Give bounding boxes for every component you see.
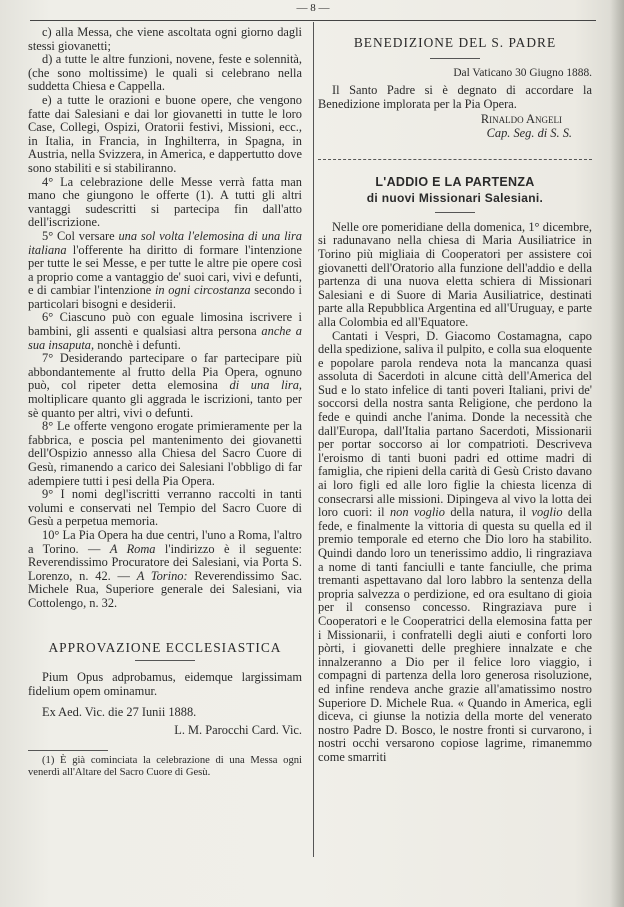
farewell-paragraph-2: Cantati i Vespri, D. Giacomo Costamagna, capo della spedizione, saliva il pulpito, e colla sua eloquente e popolare parola rendeva nota la mancanza quasi assoluta di Sacerdoti in alcune città dell'America del Sud e lo stato infelice di tanti poveri Italiani, privi de' soccorsi della nostra santa Religione, che perdono la fede e quindi anche l'anima. Donde la necessità che dall'Europa, dall'Italia partano Sacerdoti, Missionarii per portar soccorso ai lor compatrioti. Descriveva l'eroismo di tanti buoni padri ed ottime madri di famiglia, che ripieni della carità di Gesù Cristo davano ai loro figli ed alle loro figlie la chiesta licenza di consecrarsi alle missioni. Dipingeva al vivo la lotta dei loro cuori: il non voglio della natura, il voglio della fede, e finalmente la vittoria di questa su quella ed il premio temporale ed eterno che Dio loro ha stabilito. Quindi dando loro un tenerissimo addio, li ringraziava a nome di tanti fanciulli e tante fanciulle, che prima tremanti aspettavano dal loro labbro la sentenza della propria salvezza o perdizione, ed ora esultano di gioia per il consenso concesso. Ringraziava pure i Cooperatori e le Cooperatrici della elemosina fatta per i Missionarii, i confratelli degli aiuti e conforti loro pòrti, i giovanetti delle preghiere innalzate e che innalzeranno a Dio per il felice loro viaggio, i compagni di partenza della loro generosa risoluzione, ed infine rendeva anche grazie all'amatissimo nostro Superiore D. Michele Rua. « Quando in America, egli diceva, ci giunse la notizia della morte del venerato nostro Padre D. Bosco, le nostre fronti si curvarono, i nostri occhi versarono copiose lagrime, rimanemmo come smarriti — [318, 328, 593, 764]
farewell-paragraph-1: Nelle ore pomeridiane della domenica, 1° dicembre, si radunavano nella chiesa di Maria Ausiliatrice in Torino più migliaia di Cooperatori per assistere coi giovanetti dell'Oratorio alla funzione dell'addio e della partenza di una nuova eletta schiera di Missionari Salesiani e di Suore di Maria Ausiliatrice, destinati parte alla Repubblica Argentina ed all'Uruguay, e parte alla Colombia ed all'Equatore. — [318, 219, 592, 329]
footnote: (1) È già cominciata la celebrazione di una Messa ogni venerdì all'Altare del Sacro Cuore di Gesù. — [28, 754, 302, 778]
page-edge-shadow — [610, 0, 624, 907]
right-column — [318, 36, 592, 765]
approval-title: APPROVAZIONE ECCLESIASTICA — [48, 639, 282, 655]
blessing-signature: Rinaldo Angeli — [480, 112, 562, 127]
left-column — [28, 26, 302, 779]
approval-signature: L. M. Parocchi Card. Vic. — [174, 722, 302, 737]
column-divider — [313, 22, 314, 857]
farewell-title: L'ADDIO E LA PARTENZA — [375, 174, 535, 189]
paragraph-4: 4° La celebrazione delle Messe verrà fatta man mano che giungono le offerte (1). A tutti gli altri vantaggi sudescritti si partecipa fin dall'atto dell'iscrizione. — [28, 174, 302, 230]
page-number: — 8 — — [296, 2, 330, 14]
paragraph-9: 9° I nomi degl'iscritti verranno raccolti in tanti volumi e conservati nel Tempio del Sacro Cuore di Gesù a perpetua memoria. — [28, 487, 302, 529]
blessing-text: Il Santo Padre si è degnato di accordare la Benedizione implorata per la Pia Opera. — [318, 83, 592, 111]
blessing-role: Cap. Seg. di S. S. — [486, 125, 572, 140]
paragraph-8: 8° Le offerte vengono erogate primieramente per la fabbrica, e poscia pel mantenimento dei giovanetti dell'Ospizio annesso alla Chiesa del Sacro Cuore di Gesù, rimanendo a carico dei Salesiani l'obbligo di far adempiere tutti i pesi della Pia Opera. — [28, 419, 302, 488]
blessing-date: Dal Vaticano 30 Giugno 1888. — [453, 66, 592, 79]
paragraph-e: e) a tutte le orazioni e buone opere, che vengono fatte dai Salesiani e dai lor giovanetti in tutte le loro Case, Collegi, Ospizi, Oratorii festivi, Missioni, ecc., in Italia, in Francia, in Inghilterra, in Spagna, in Austria, nella Svizzera, in America, e dappertutto dove sono stabiliti e si stabiliranno. — [28, 92, 302, 175]
farewell-subtitle: di nuovi Missionari Salesiani. — [366, 191, 544, 206]
paragraph-5: 5° Col versare una sol volta l'elemosina di una lira italiana l'offerente ha diritto di formare l'intenzione per tutte le sei Messe, e per tutte le altre pie opere così a proprio come a vantaggio de' suoi cari, vivi e defunti, e di cambiar l'intenzione in ogni circostanza secondo i particolari bisogni e desiderii. — [28, 228, 302, 311]
page-header — [30, 2, 596, 21]
paragraph-c: c) alla Messa, che viene ascoltata ogni giorno dagli stessi giovanetti; — [28, 25, 302, 53]
paragraph-10: 10° La Pia Opera ha due centri, l'uno a Roma, l'altro a Torino. — A Roma l'indirizzo è il seguente: Reverendissimo Procuratore dei Salesiani, via Porta S. Lorenzo, n. 42. — A Torino: Reverendissimo Sac. Michele Rua, Superiore generale dei Salesiani, via Cottolengo, n. 32. — [28, 527, 302, 610]
paragraph-6: 6° Ciascuno può con eguale limosina iscrivere i bambini, gli assenti e qualsiasi altra persona anche a sua insaputa, nonchè i defunti. — [28, 310, 302, 352]
blessing-title: BENEDIZIONE DEL S. PADRE — [353, 35, 557, 50]
approval-date: Ex Aed. Vic. die 27 Iunii 1888. — [42, 705, 197, 720]
paragraph-d: d) a tutte le altre funzioni, novene, feste e solennità, (che sono moltissime) le quali si celebrano nella suddetta Chiesa e Cappella. — [28, 52, 302, 94]
paragraph-7: 7° Desiderando partecipare o far partecipare più abbondantemente al frutto della Pia Opera, ognuno può, col ripeter detta elemosina di una lira, moltiplicare quanto gli aggrada le iscrizioni, tanto per sè quanto per altri, vivi o defunti. — [28, 351, 302, 420]
approval-text: Pium Opus adprobamus, eidemque largissimam fidelium opem ominamur. — [28, 670, 302, 698]
